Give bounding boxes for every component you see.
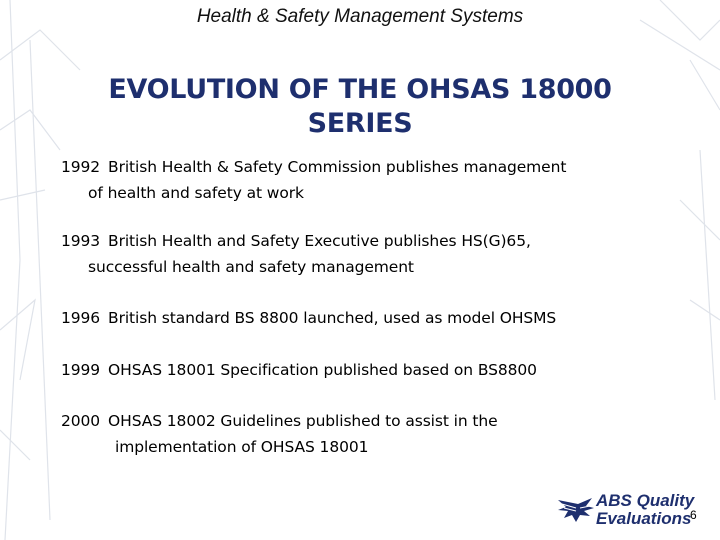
timeline-text: OHSAS 18001 Specification published based on BS8800 [108,361,537,379]
timeline-entry-1996 [61,305,556,331]
header-title: Health & Safety Management Systems [196,6,524,27]
timeline-text: British Health & Safety Commission publishes management [108,158,567,176]
timeline-year: 2000 [61,412,101,430]
logo-line-1: ABS Quality [596,491,695,510]
timeline-entry-1999 [61,357,537,383]
timeline-entry-1992 [61,154,566,206]
timeline-text: British Health and Safety Executive publishes HS(G)65, [108,232,531,250]
timeline-text: successful health and safety management [88,258,414,276]
timeline-text: British standard BS 8800 launched, used as model OHSMS [108,309,557,327]
timeline-year: 1996 [61,309,101,327]
logo-line-2: Evaluations [596,509,692,528]
timeline-text: OHSAS 18002 Guidelines published to assist in the [108,412,498,430]
timeline-year: 1999 [61,361,101,379]
eagle-icon [556,492,596,532]
page-number: 6 [690,508,697,522]
timeline-entry-1993 [61,228,531,280]
timeline-entry-2000 [61,408,498,460]
timeline-year: 1992 [61,158,101,176]
timeline-year: 1993 [61,232,101,250]
timeline-text: implementation of OHSAS 18001 [115,438,369,456]
slide-title: EVOLUTION OF THE OHSAS 18000 SERIES [108,74,612,139]
timeline-text: of health and safety at work [88,184,304,202]
